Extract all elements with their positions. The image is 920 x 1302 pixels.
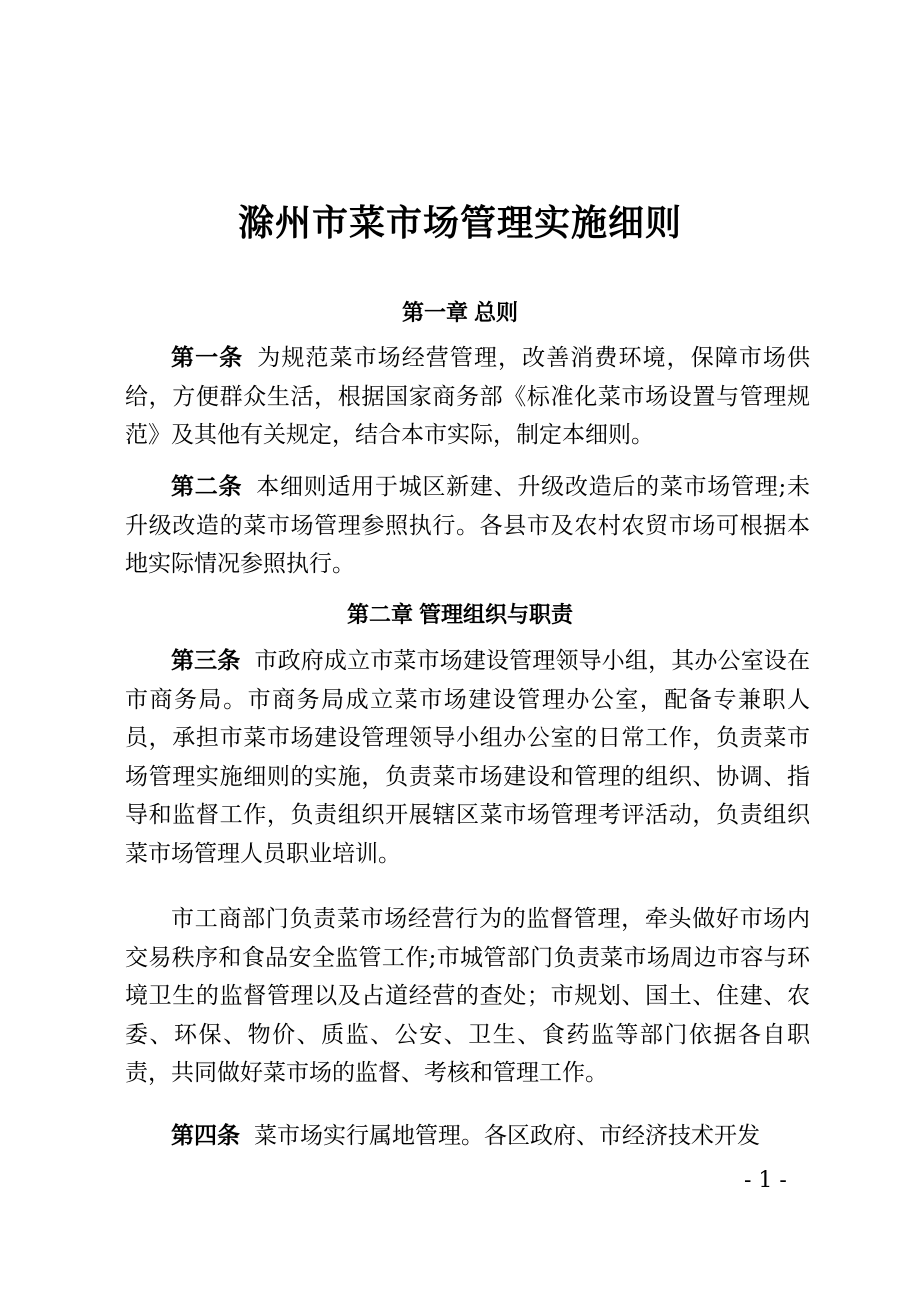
- article-text: 为规范菜市场经营管理，改善消费环境，保障市场供给，方便群众生活，根据国家商务部《标准化菜市场设置与管理规范》及其他有关规定，结合本市实际，制定本细则。: [125, 345, 811, 448]
- article-4: [125, 1117, 810, 1156]
- article-2: [125, 468, 810, 584]
- page-number: - 1 -: [744, 1168, 787, 1193]
- chapter-name: 管理组织与职责: [419, 602, 574, 628]
- chapter-heading-1: [0, 298, 920, 328]
- chapter-label: 第二章: [346, 602, 413, 628]
- article-3: [125, 642, 810, 873]
- article-text: 菜市场实行属地管理。各区政府、市经济技术开发: [254, 1123, 760, 1149]
- chapter-heading-2: [0, 600, 920, 630]
- article-label: 第二条: [171, 473, 243, 500]
- article-label: 第三条: [171, 647, 241, 674]
- chapter-label: 第一章: [401, 300, 468, 326]
- chapter-name: 总则: [474, 300, 519, 326]
- article-label: 第一条: [171, 344, 244, 371]
- document-title: 滁州市菜市场管理实施细则: [237, 202, 682, 244]
- article-text: 市政府成立市菜市场建设管理领导小组，其办公室设在市商务局。市商务局成立菜市场建设管理办公室，配备专兼职人员，承担市菜市场建设管理领导小组办公室的日常工作，负责菜市场管理实施细则的实施，负责菜市场建设和管理的组织、协调、指导和监督工作，负责组织开展辖区菜市场管理考评活动，负责组织菜市场管理人员职业培训。: [125, 648, 811, 867]
- article-1: [125, 339, 810, 455]
- article-text: 本细则适用于城区新建、升级改造后的菜市场管理;未升级改造的菜市场管理参照执行。各县市及农村农贸市场可根据本地实际情况参照执行。: [125, 474, 811, 577]
- article-label: 第四条: [171, 1122, 240, 1149]
- paragraph-departments: 市工商部门负责菜市场经营行为的监督管理，牵头做好市场内交易秩序和食品安全监管工作;市城管部门负责菜市场周边市容与环境卫生的监督管理以及占道经营的查处；市规划、国土、住建、农委、环保、物价、质监、公安、卫生、食药监等部门依据各自职责，共同做好菜市场的监督、考核和管理工作。: [125, 906, 810, 1086]
